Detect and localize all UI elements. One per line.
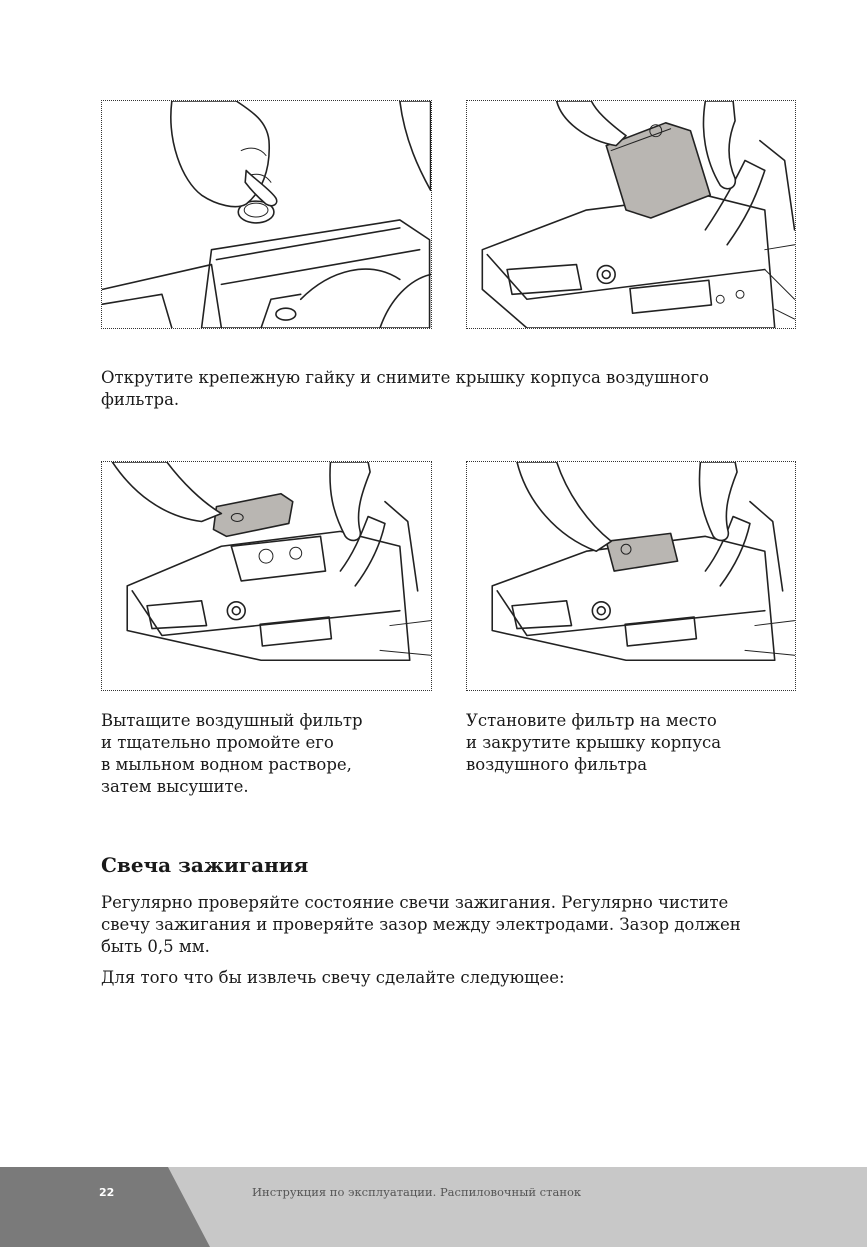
illustration-remove-cover	[466, 100, 796, 329]
footer-title: Инструкция по эксплуатации. Распиловочный станок	[252, 1185, 582, 1199]
illustration-install-filter	[466, 461, 796, 691]
illustration-remove-filter	[101, 461, 432, 691]
chainsaw-filter-in-drawing	[467, 462, 795, 690]
caption-install-filter: Установите фильтр на место и закрутите крышку корпуса воздушного фильтра	[466, 711, 722, 774]
footer-page-tab	[0, 1167, 210, 1247]
caption-unscrew-cover: Открутите крепежную гайку и снимите крышку корпуса воздушного фильтра.	[101, 368, 709, 409]
illustration-unscrew-nut	[101, 100, 432, 329]
chainsaw-cover-drawing	[467, 101, 795, 328]
section-paragraph: Регулярно проверяйте состояние свечи зажигания. Регулярно чистите свечу зажигания и проверяйте зазор между электродами. Зазор должен быть 0,5 мм.	[101, 893, 741, 956]
page-number: 22	[99, 1186, 115, 1199]
caption-wash-filter: Вытащите воздушный фильтр и тщательно промойте его в мыльном водном растворе, затем высушите.	[101, 711, 363, 796]
chainsaw-closeup-drawing	[102, 101, 431, 328]
section-heading: Свеча зажигания	[101, 853, 309, 877]
chainsaw-filter-out-drawing	[102, 462, 431, 690]
section-paragraph-instruction: Для того что бы извлечь свечу сделайте следующее:	[101, 968, 565, 987]
